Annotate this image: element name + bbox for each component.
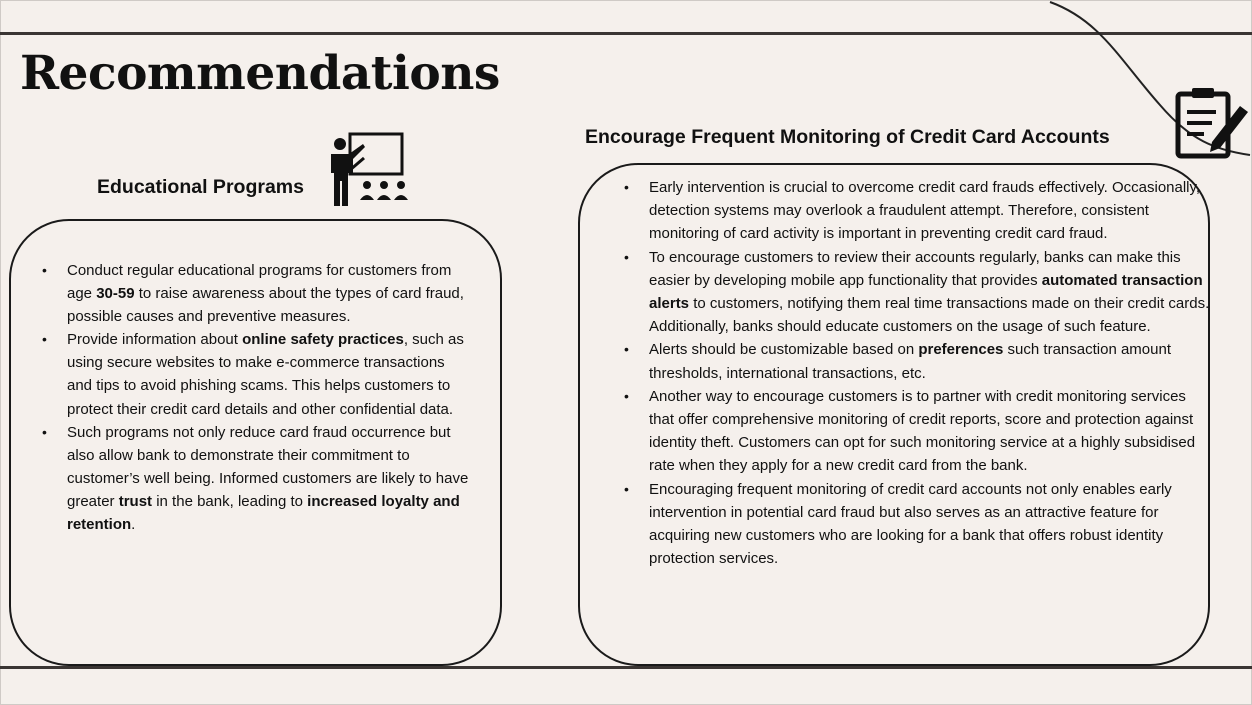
body-text: To encourage customers to review their accounts regularly, banks can make this easier by developing mobile app functionality that provides bbox=[649, 248, 1181, 289]
body-text: Another way to encourage customers is to partner with credit monitoring services that offer comprehensive monitoring of credit reports, score and protection against identity theft. Customers can opt for such monitoring service at a highly subsidised rate when they apply for a new credit card from the bank. bbox=[649, 387, 1196, 475]
body-text: Conduct regular educational programs for customers from age bbox=[67, 262, 452, 303]
emphasis-text: 30-59 bbox=[96, 285, 135, 303]
list-item bbox=[40, 421, 470, 536]
list-item bbox=[622, 385, 1212, 478]
list-item bbox=[622, 338, 1212, 384]
list-item bbox=[622, 246, 1212, 339]
body-text: , such as using secure websites to make e-commerce transactions and tips to avoid phishing scams. This helps customers to protect their credit card details and other confidential data. bbox=[67, 331, 464, 418]
body-text: Encouraging frequent monitoring of credit card accounts not only enables early intervention in potential card fraud but also serves as an attractive feature for acquiring new customers who are looking for a bank that offers robust identity protection services. bbox=[649, 480, 1172, 568]
emphasis-text: increased loyalty and retention bbox=[67, 492, 460, 534]
body-text: to raise awareness about the types of card fraud, possible causes and preventive measures. bbox=[67, 285, 464, 326]
educational-programs-list bbox=[40, 259, 470, 536]
educational-programs-heading: Educational Programs bbox=[97, 176, 304, 198]
clipboard-pencil-icon bbox=[1174, 86, 1250, 160]
body-text: Provide information about bbox=[67, 331, 243, 349]
monitoring-heading: Encourage Frequent Monitoring of Credit Card Accounts bbox=[585, 126, 1110, 148]
monitoring-list bbox=[622, 176, 1212, 570]
body-text: Early intervention is crucial to overcome credit card frauds effectively. Occasionally, detection systems may overlook a fraudulent attempt. Therefore, consistent monitoring of card activity is important in preventing credit card fraud. bbox=[649, 179, 1201, 243]
list-item bbox=[40, 328, 470, 420]
emphasis-text: preferences bbox=[918, 341, 1004, 359]
page-title: Recommendations bbox=[20, 46, 500, 101]
body-text: Alerts should be customizable based on bbox=[649, 341, 919, 359]
body-text: to customers, notifying them real time transactions made on their credit cards. Additionally, banks should educate customers on the usage of such feature. bbox=[649, 295, 1210, 336]
list-item bbox=[622, 478, 1212, 571]
emphasis-text: online safety practices bbox=[242, 331, 404, 349]
emphasis-text: automated transaction alerts bbox=[649, 271, 1203, 313]
emphasis-text: trust bbox=[118, 492, 153, 510]
body-text: Such programs not only reduce card fraud occurrence but also allow bank to demonstrate their commitment to customer’s well being. Informed customers are likely to have greater bbox=[67, 423, 469, 510]
body-text: . bbox=[131, 516, 136, 534]
body-text: such transaction amount thresholds, international transactions, etc. bbox=[649, 341, 1171, 382]
body-text: in the bank, leading to bbox=[152, 492, 308, 510]
list-item bbox=[40, 259, 470, 328]
list-item bbox=[622, 176, 1212, 246]
teacher-presentation-icon bbox=[326, 132, 416, 210]
